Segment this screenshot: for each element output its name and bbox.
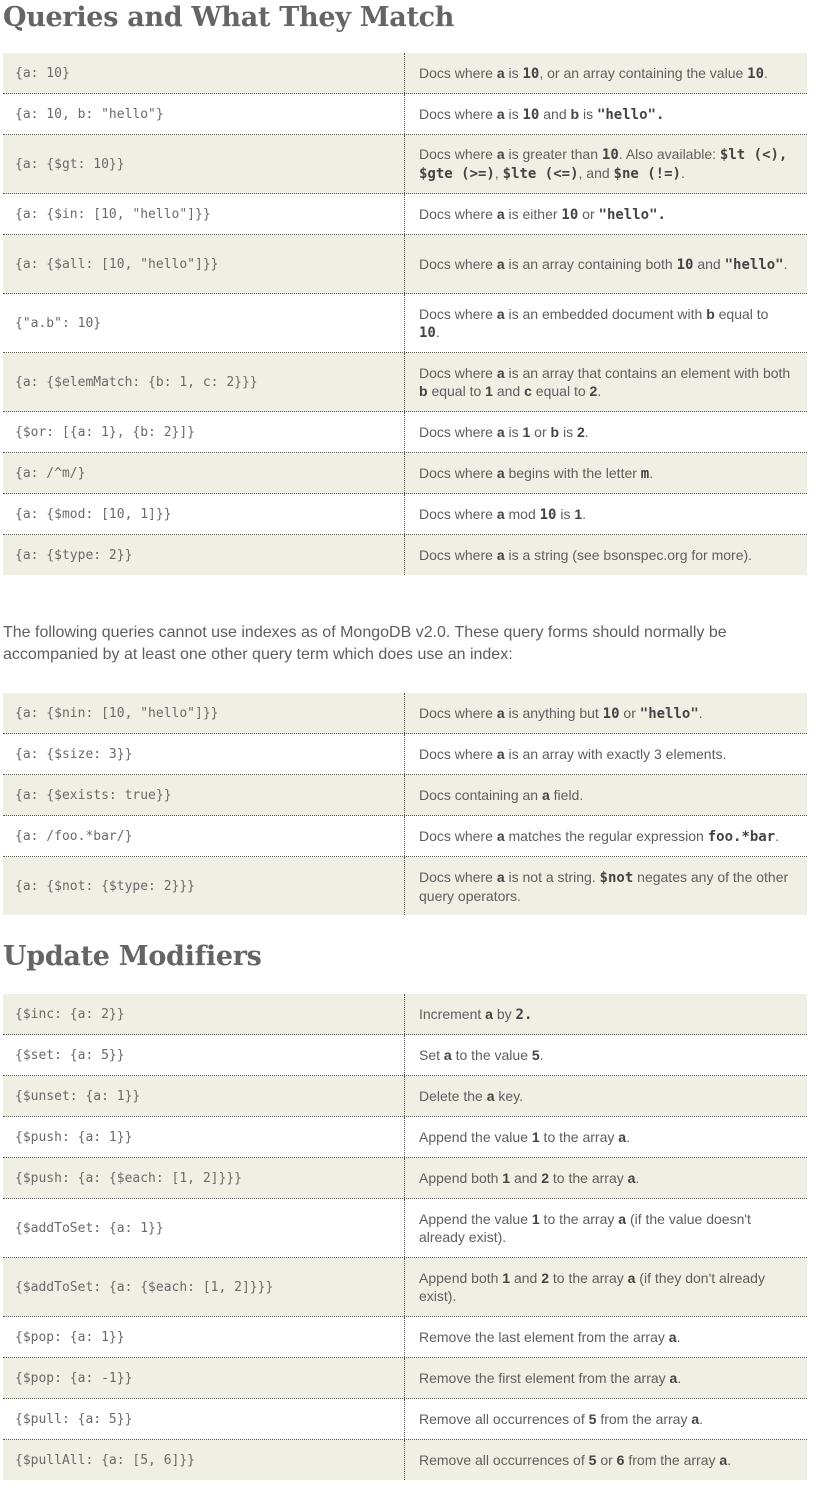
description-text: . — [764, 64, 768, 81]
description-text: Docs where — [419, 746, 497, 762]
description-text: mod — [504, 505, 540, 522]
bold-term: a — [669, 1370, 678, 1386]
table-row — [3, 53, 807, 94]
description-text: is anything but — [504, 704, 603, 721]
description-text: . — [775, 827, 780, 844]
code-term: $not — [599, 869, 634, 886]
description-text: , — [494, 165, 503, 181]
bold-term: a — [485, 1005, 493, 1022]
description-text: is not a string. — [504, 868, 600, 885]
update-modifiers-table — [3, 994, 807, 1480]
code-term: foo.*bar — [707, 828, 776, 845]
description-text: is — [556, 505, 575, 522]
query-code: {$push: {a: 1}} — [3, 1117, 405, 1157]
description-text: Append both — [419, 1170, 503, 1186]
code-term: 10 — [602, 705, 620, 722]
bold-term: 2 — [576, 424, 585, 440]
query-description — [405, 53, 807, 93]
bold-term: a — [496, 746, 505, 762]
description-text: Docs where — [419, 505, 497, 522]
description-text: is a string (see bsonspec.org for more). — [504, 547, 753, 563]
table-row — [3, 453, 807, 494]
code-term: 2. — [515, 1006, 533, 1023]
description-text: to the array — [539, 1211, 619, 1227]
bold-term: a — [496, 547, 505, 563]
query-code: {a: {$type: 2}} — [3, 535, 405, 575]
description-text: or — [619, 704, 640, 721]
bold-term: 6 — [616, 1452, 625, 1468]
description-text: to the array — [539, 1129, 619, 1145]
no-index-note: The following queries cannot use indexes as of MongoDB v2.0. These query forms should normally be accompanied by at least one other query term which does use an index: — [3, 624, 727, 663]
query-description — [405, 194, 807, 234]
description-text: begins with the letter — [504, 464, 641, 481]
bold-term: a — [496, 146, 505, 162]
bold-term: a — [496, 868, 505, 885]
query-code: {a: {$gt: 10}} — [3, 135, 405, 193]
description-text: Docs where — [419, 105, 497, 122]
code-term: m — [640, 465, 650, 482]
description-text: Remove all occurrences of — [419, 1411, 589, 1427]
code-term: 10 — [419, 324, 436, 341]
code-term: "hello". — [596, 106, 665, 123]
description-text: or — [578, 205, 599, 222]
query-code: {$pullAll: {a: [5, 6]}} — [3, 1440, 405, 1480]
description-text: Remove all occurrences of — [419, 1452, 589, 1468]
bold-term: 1 — [485, 383, 493, 399]
description-text: . — [635, 1170, 640, 1186]
query-code: {a: /foo.*bar/} — [3, 816, 405, 856]
query-description — [405, 1399, 807, 1439]
description-text: field. — [549, 787, 584, 803]
description-text: . — [584, 424, 589, 440]
description-text: is an array containing both — [504, 255, 677, 272]
description-text: and — [693, 255, 725, 272]
description-text: Docs where — [419, 547, 497, 563]
description-text: Docs where — [419, 704, 497, 721]
query-code: {$unset: {a: 1}} — [3, 1076, 405, 1116]
bold-term: 2 — [589, 383, 598, 399]
update-modifiers-title: Update Modifiers — [3, 941, 262, 972]
table-row — [3, 294, 807, 353]
code-term: $lte (<=) — [502, 166, 579, 182]
code-term: "hello" — [639, 705, 699, 722]
code-term: 10 — [601, 147, 619, 163]
query-description — [405, 1076, 807, 1116]
description-text: . — [676, 1329, 681, 1345]
query-description — [405, 412, 807, 452]
bold-term: a — [496, 305, 505, 322]
bold-term: a — [618, 1129, 627, 1145]
query-description — [405, 994, 807, 1034]
table-row — [3, 194, 807, 235]
description-text: equal to — [531, 383, 590, 399]
description-text: . — [698, 704, 703, 721]
description-text: to the value — [451, 1047, 532, 1063]
query-description — [405, 453, 807, 493]
bold-term: a — [496, 64, 505, 81]
code-term: 10 — [522, 106, 540, 123]
table-row — [3, 1117, 807, 1158]
code-term: "hello" — [724, 256, 784, 273]
code-term: $lt (<), $gte (>=) — [419, 147, 788, 182]
query-code: {$inc: {a: 2}} — [3, 994, 405, 1034]
bold-term: c — [524, 383, 532, 399]
description-text: is either — [504, 205, 562, 222]
description-text: is an array that contains an element with both — [504, 365, 791, 381]
query-code: {a: 10} — [3, 53, 405, 93]
query-description — [405, 135, 807, 193]
description-text: Docs where — [419, 868, 497, 885]
description-text: or — [596, 1452, 617, 1468]
description-text: negates any of the other query operators. — [419, 868, 789, 904]
description-text: to the array — [549, 1170, 628, 1186]
description-text: by — [492, 1005, 516, 1022]
bold-term: a — [443, 1047, 452, 1063]
description-text: matches the regular expression — [504, 827, 708, 844]
description-text: . — [539, 1047, 544, 1063]
code-term: 10 — [676, 256, 694, 273]
query-code: {$pop: {a: 1}} — [3, 1317, 405, 1357]
bold-term: a — [496, 365, 505, 381]
bold-term: a — [496, 424, 505, 440]
description-text: Docs where — [419, 146, 497, 162]
query-description — [405, 94, 807, 134]
description-text: . — [435, 323, 440, 340]
bold-term: a — [496, 704, 505, 721]
description-text: Docs where — [419, 64, 497, 81]
description-text: and — [510, 1270, 542, 1286]
description-text: . — [727, 1452, 732, 1468]
bold-term: a — [496, 255, 505, 272]
table-row — [3, 494, 807, 535]
description-text: Docs where — [419, 365, 497, 381]
description-text: key. — [494, 1088, 524, 1104]
query-code: {a: 10, b: "hello"} — [3, 94, 405, 134]
query-description — [405, 1199, 807, 1257]
query-description — [405, 294, 807, 352]
table-row — [3, 816, 807, 857]
bold-term: a — [496, 505, 505, 522]
table-row — [3, 1158, 807, 1199]
description-text: . — [677, 1370, 682, 1386]
bold-term: 5 — [531, 1047, 540, 1063]
query-code: {$push: {a: {$each: [1, 2]}}} — [3, 1158, 405, 1198]
query-code: {$or: [{a: 1}, {b: 2}]} — [3, 412, 405, 452]
table-row — [3, 1399, 807, 1440]
table-row — [3, 535, 807, 575]
table-row — [3, 693, 807, 734]
bold-term: 1 — [531, 1211, 540, 1227]
description-text: (if they don't already exist). — [419, 1270, 765, 1304]
description-text: and — [510, 1170, 542, 1186]
bold-term: a — [627, 1170, 636, 1186]
table-row — [3, 94, 807, 135]
bold-term: 1 — [574, 505, 583, 522]
bold-term: 1 — [502, 1170, 511, 1186]
description-text: Docs where — [419, 424, 497, 440]
query-description — [405, 693, 807, 733]
bold-term: 1 — [531, 1129, 540, 1145]
description-text: . — [626, 1129, 630, 1145]
query-description — [405, 1440, 807, 1480]
bold-term: a — [668, 1329, 677, 1345]
description-text: Docs containing an — [419, 787, 542, 803]
code-term: $ne (!=) — [613, 166, 681, 182]
queries-section-title: Queries and What They Match — [3, 2, 455, 33]
table-row — [3, 994, 807, 1035]
description-text: , or an array containing the value — [539, 64, 748, 81]
query-description — [405, 857, 807, 915]
description-text: Remove the last element from the array — [419, 1329, 669, 1345]
description-text: Docs where — [419, 464, 497, 481]
query-description — [405, 353, 807, 411]
description-text: Delete the — [419, 1088, 487, 1104]
query-description — [405, 1117, 807, 1157]
query-code: {a: {$size: 3}} — [3, 734, 405, 774]
query-code: {$pull: {a: 5}} — [3, 1399, 405, 1439]
query-description — [405, 1317, 807, 1357]
description-text: . Also available: — [618, 146, 720, 162]
description-text: . — [699, 1411, 704, 1427]
description-text: is — [559, 424, 577, 440]
table-row — [3, 1317, 807, 1358]
description-text: , and — [578, 165, 614, 181]
description-text: equal to — [714, 305, 769, 322]
query-description — [405, 235, 807, 293]
description-text: from the array — [624, 1452, 720, 1468]
description-text: . — [680, 165, 685, 181]
bold-term: 5 — [588, 1452, 597, 1468]
table-row — [3, 734, 807, 775]
description-text: is greater than — [504, 146, 602, 162]
bold-term: a — [541, 787, 550, 803]
bold-term: 2 — [541, 1170, 550, 1186]
table-row — [3, 412, 807, 453]
description-text: Docs where — [419, 827, 497, 844]
description-text: Append both — [419, 1270, 503, 1286]
table-row — [3, 135, 807, 194]
description-text: Append the value — [419, 1211, 532, 1227]
bold-term: a — [496, 105, 505, 122]
bold-term: a — [486, 1088, 495, 1104]
description-text: . — [783, 255, 788, 272]
table-row — [3, 353, 807, 412]
query-description — [405, 775, 807, 815]
table-row — [3, 775, 807, 816]
query-code: {$pop: {a: -1}} — [3, 1358, 405, 1398]
bold-term: a — [618, 1211, 627, 1227]
query-code: {a: {$all: [10, "hello"]}} — [3, 235, 405, 293]
query-code: {a: /^m/} — [3, 453, 405, 493]
table-row — [3, 1258, 807, 1317]
query-code: {a: {$mod: [10, 1]}} — [3, 494, 405, 534]
query-code: {a: {$elemMatch: {b: 1, c: 2}}} — [3, 353, 405, 411]
bold-term: a — [496, 464, 505, 481]
query-description — [405, 816, 807, 856]
query-description — [405, 1158, 807, 1198]
code-term: 10 — [522, 65, 540, 82]
no-index-queries-table — [3, 693, 807, 915]
description-text: Append the value — [419, 1129, 532, 1145]
bold-term: a — [627, 1270, 636, 1286]
table-row — [3, 1358, 807, 1399]
query-description — [405, 1258, 807, 1316]
description-text: Docs where — [419, 255, 497, 272]
bold-term: b — [550, 424, 560, 440]
query-code: {$set: {a: 5}} — [3, 1035, 405, 1075]
code-term: 10 — [561, 206, 579, 223]
query-code: {$addToSet: {a: {$each: [1, 2]}}} — [3, 1258, 405, 1316]
description-text: is — [504, 64, 523, 81]
bold-term: a — [691, 1411, 700, 1427]
description-text: and — [539, 105, 571, 122]
table-row — [3, 235, 807, 294]
code-term: "hello". — [598, 206, 666, 223]
description-text: to the array — [549, 1270, 628, 1286]
description-text: is an embedded document with — [504, 305, 707, 322]
description-text: or — [530, 424, 551, 440]
query-code: {a: {$in: [10, "hello"]}} — [3, 194, 405, 234]
description-text: Docs where — [419, 305, 497, 322]
table-row — [3, 1440, 807, 1480]
table-row — [3, 1035, 807, 1076]
description-text: is an array with exactly 3 elements. — [504, 746, 727, 762]
query-description — [405, 1035, 807, 1075]
query-code: {a: {$nin: [10, "hello"]}} — [3, 693, 405, 733]
query-code: {a: {$exists: true}} — [3, 775, 405, 815]
bold-term: b — [706, 305, 715, 322]
description-text: is — [504, 105, 523, 122]
queries-table — [3, 53, 807, 575]
bold-term: a — [496, 827, 505, 844]
table-row — [3, 857, 807, 915]
table-row — [3, 1199, 807, 1258]
description-text: equal to — [427, 383, 486, 399]
description-text: . — [649, 464, 654, 481]
table-row — [3, 1076, 807, 1117]
description-text: is — [504, 424, 523, 440]
query-code: {"a.b": 10} — [3, 294, 405, 352]
description-text: (if the value doesn't already exist). — [419, 1211, 751, 1245]
description-text: . — [582, 505, 587, 522]
bold-term: b — [419, 383, 428, 399]
description-text: is — [579, 105, 597, 122]
description-text: and — [492, 383, 525, 399]
description-text: Set — [419, 1047, 444, 1063]
bold-term: b — [570, 105, 580, 122]
description-text: Increment — [419, 1005, 486, 1022]
bold-term: 5 — [588, 1411, 597, 1427]
bold-term: 2 — [541, 1270, 550, 1286]
bold-term: 1 — [502, 1270, 511, 1286]
description-text: Docs where — [419, 205, 497, 222]
code-term: 10 — [539, 506, 557, 523]
query-description — [405, 734, 807, 774]
bold-term: 1 — [522, 424, 531, 440]
bold-term: a — [496, 205, 505, 222]
query-description — [405, 494, 807, 534]
bold-term: a — [719, 1452, 728, 1468]
description-text: Remove the first element from the array — [419, 1370, 670, 1386]
query-description — [405, 1358, 807, 1398]
query-code: {a: {$not: {$type: 2}}} — [3, 857, 405, 915]
code-term: 10 — [747, 65, 765, 82]
query-description — [405, 535, 807, 575]
query-code: {$addToSet: {a: 1}} — [3, 1199, 405, 1257]
description-text: . — [597, 383, 602, 399]
description-text: from the array — [596, 1411, 692, 1427]
